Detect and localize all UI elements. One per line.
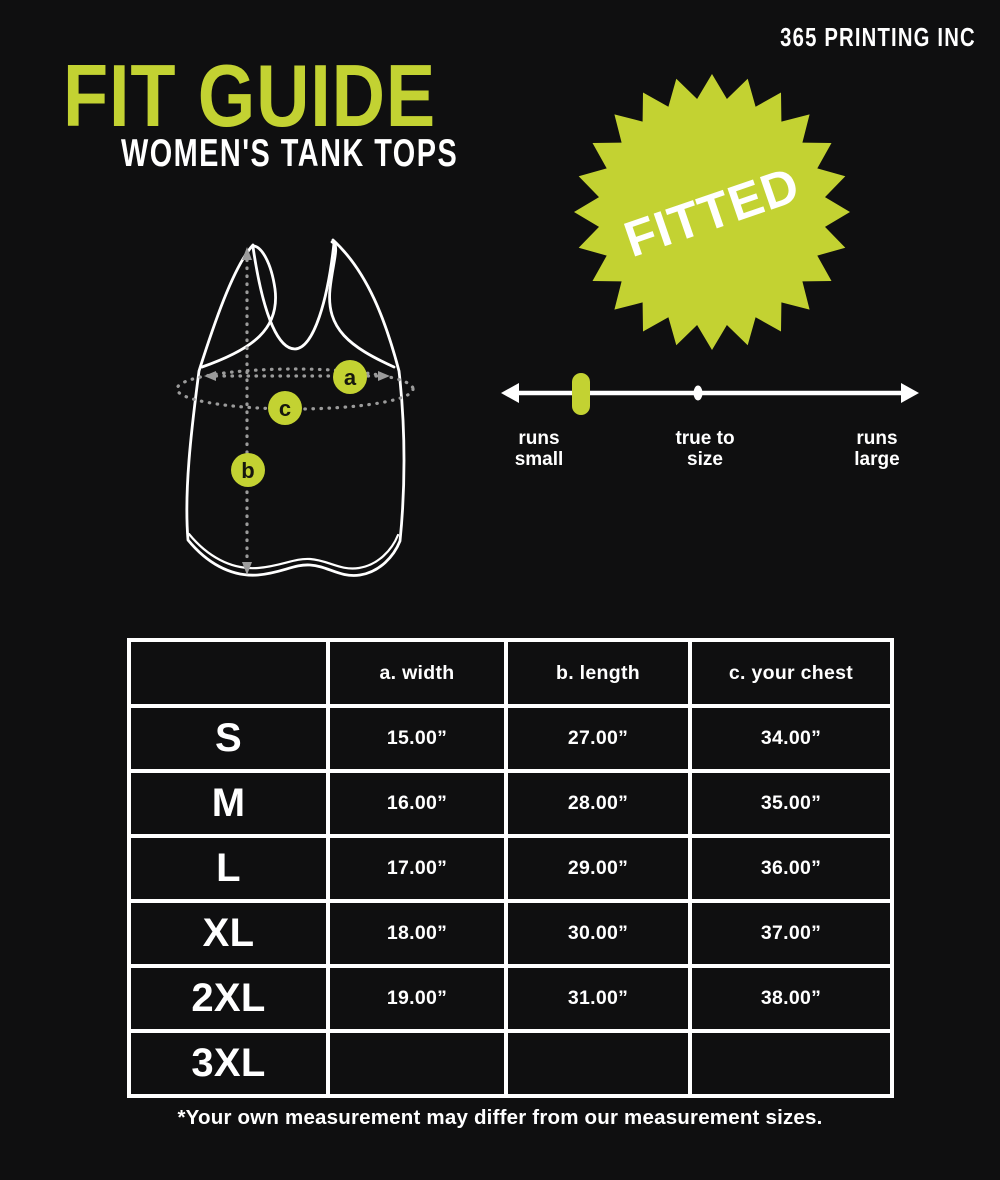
tank-hem-inner-line <box>189 534 398 569</box>
page-title: FIT GUIDE <box>63 46 437 145</box>
scale-label-true-to-size <box>640 429 770 471</box>
width-value: 17.00” <box>328 836 506 901</box>
marker-b-label: b <box>241 458 255 483</box>
runs-small-line2: small <box>514 448 564 470</box>
runs-small-line1: runs <box>518 428 560 449</box>
size-label: M <box>129 771 328 836</box>
table-row-xl <box>129 901 892 966</box>
table-row-m <box>129 771 892 836</box>
col-header-chest: c. your chest <box>690 640 892 706</box>
brand-text: 365 PRINTING INC <box>780 22 976 52</box>
marker-c-label: c <box>278 396 292 421</box>
col-header-width: a. width <box>328 640 506 706</box>
scale-label-runs-large <box>812 429 942 471</box>
true-to-size-line2: size <box>687 448 723 470</box>
size-label: 2XL <box>129 966 328 1031</box>
tank-top-diagram <box>158 237 458 587</box>
runs-large-line1: runs <box>856 428 898 449</box>
fitted-badge <box>562 62 862 362</box>
col-header-length: b. length <box>506 640 690 706</box>
width-value: 19.00” <box>328 966 506 1031</box>
width-value: 18.00” <box>328 901 506 966</box>
table-row-s <box>129 706 892 771</box>
fit-scale <box>500 362 920 424</box>
size-label: XL <box>129 901 328 966</box>
table-row-2xl <box>129 966 892 1031</box>
width-value <box>328 1031 506 1096</box>
length-value: 29.00” <box>506 836 690 901</box>
page-subtitle: WOMEN'S TANK TOPS <box>121 132 459 175</box>
footnote: *Your own measurement may differ from our measurement sizes. <box>177 1106 823 1129</box>
scale-label-runs-small <box>474 429 604 471</box>
table-row-3xl <box>129 1031 892 1096</box>
tank-right-armhole <box>330 242 394 367</box>
marker-a-label: a <box>343 365 357 390</box>
table-row-l <box>129 836 892 901</box>
size-table-header-row <box>129 640 892 706</box>
chest-value: 37.00” <box>690 901 892 966</box>
scale-arrow-right <box>901 383 919 403</box>
length-value: 31.00” <box>506 966 690 1031</box>
width-value: 16.00” <box>328 771 506 836</box>
size-table <box>127 638 894 1098</box>
chest-value <box>690 1031 892 1096</box>
true-to-size-line1: true to <box>675 428 735 449</box>
length-value: 27.00” <box>506 706 690 771</box>
length-value: 30.00” <box>506 901 690 966</box>
size-label: S <box>129 706 328 771</box>
length-value: 28.00” <box>506 771 690 836</box>
col-header-size <box>129 640 328 706</box>
chest-value: 38.00” <box>690 966 892 1031</box>
chest-value: 35.00” <box>690 771 892 836</box>
width-arrow-left <box>204 371 216 381</box>
length-value <box>506 1031 690 1096</box>
chest-value: 36.00” <box>690 836 892 901</box>
runs-large-line2: large <box>854 448 900 470</box>
width-value: 15.00” <box>328 706 506 771</box>
badge-label: FITTED <box>617 156 807 268</box>
size-label: L <box>129 836 328 901</box>
scale-position-marker <box>572 373 590 415</box>
scale-arrow-left <box>501 383 519 403</box>
chest-value: 34.00” <box>690 706 892 771</box>
true-to-size-dot <box>694 386 703 401</box>
size-label: 3XL <box>129 1031 328 1096</box>
